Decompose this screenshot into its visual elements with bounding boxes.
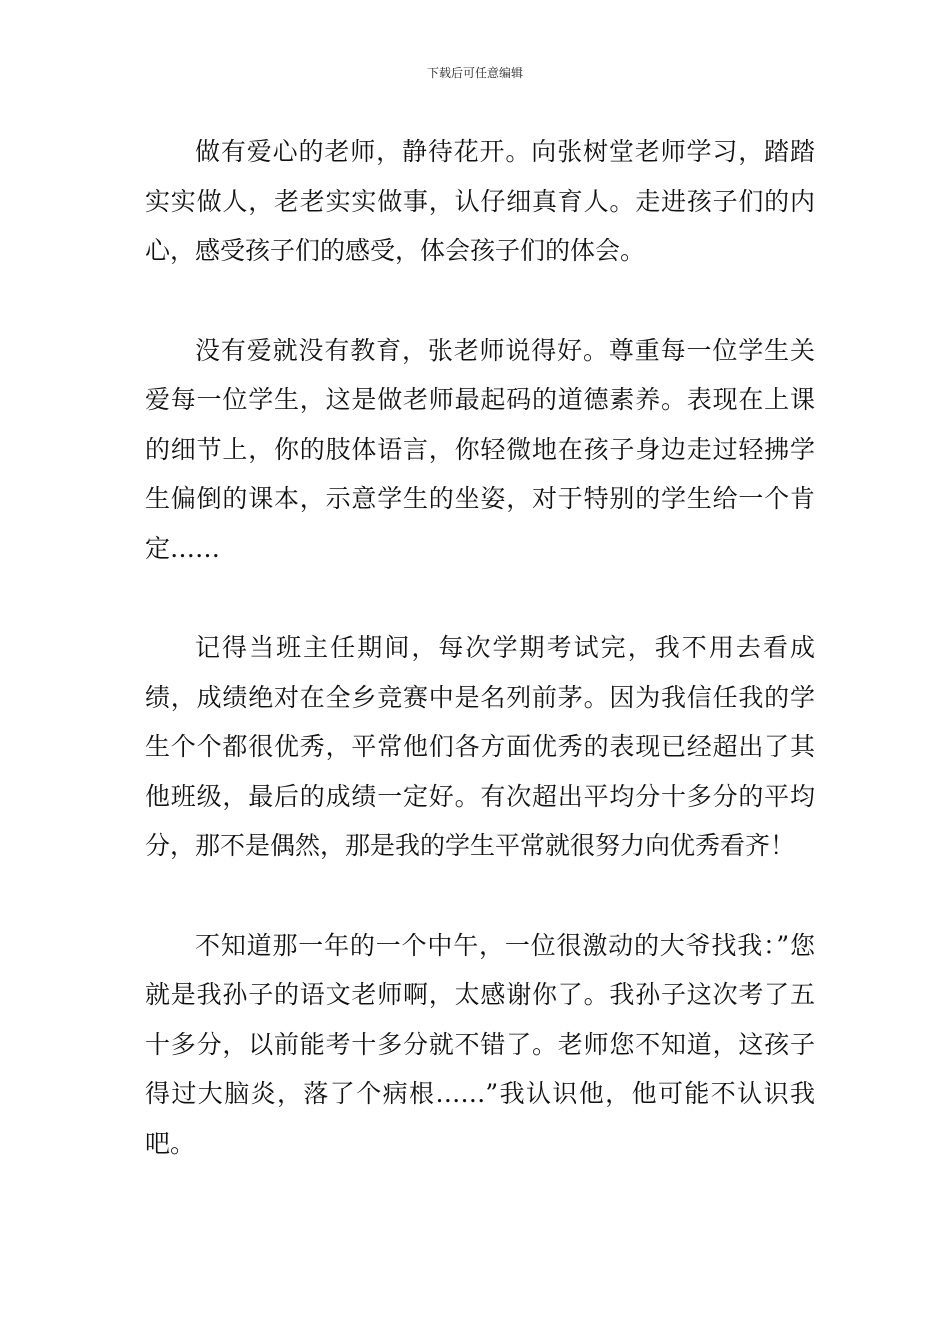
paragraph-3: 记得当班主任期间，每次学期考试完，我不用去看成绩，成绩绝对在全乡竞赛中是名列前茅。因为我信任我的学生个个都很优秀，平常他们各方面优秀的表现已经超出了其他班级，最后的成绩一定好。有次超出平均分十多分的平均分，那不是偶然，那是我的学生平常就很努力向优秀看齐！ [145, 633, 815, 860]
page-header: 下载后可任意编辑 [426, 66, 523, 80]
document-body [145, 127, 815, 1218]
paragraph-2: 没有爱就没有教育，张老师说得好。尊重每一位学生关爱每一位学生，这是做老师最起码的道德素养。表现在上课的细节上，你的肢体语言，你轻微地在孩子身边走过轻拂学生偏倒的课本，示意学生的坐姿，对于特别的学生给一个肯定…… [145, 335, 815, 563]
paragraph-1: 做有爱心的老师，静待花开。向张树堂老师学习，踏踏实实做人，老老实实做事，认仔细真育人。走进孩子们的内心，感受孩子们的感受，体会孩子们的体会。 [145, 137, 815, 265]
paragraph-4: 不知道那一年的一个中午，一位很激动的大爷找我：”您就是我孙子的语文老师啊，太感谢你了。我孙子这次考了五十多分，以前能考十多分就不错了。老师您不知道，这孩子得过大脑炎，落了个病根……”我认识他，他可能不认识我吧。 [145, 930, 815, 1158]
